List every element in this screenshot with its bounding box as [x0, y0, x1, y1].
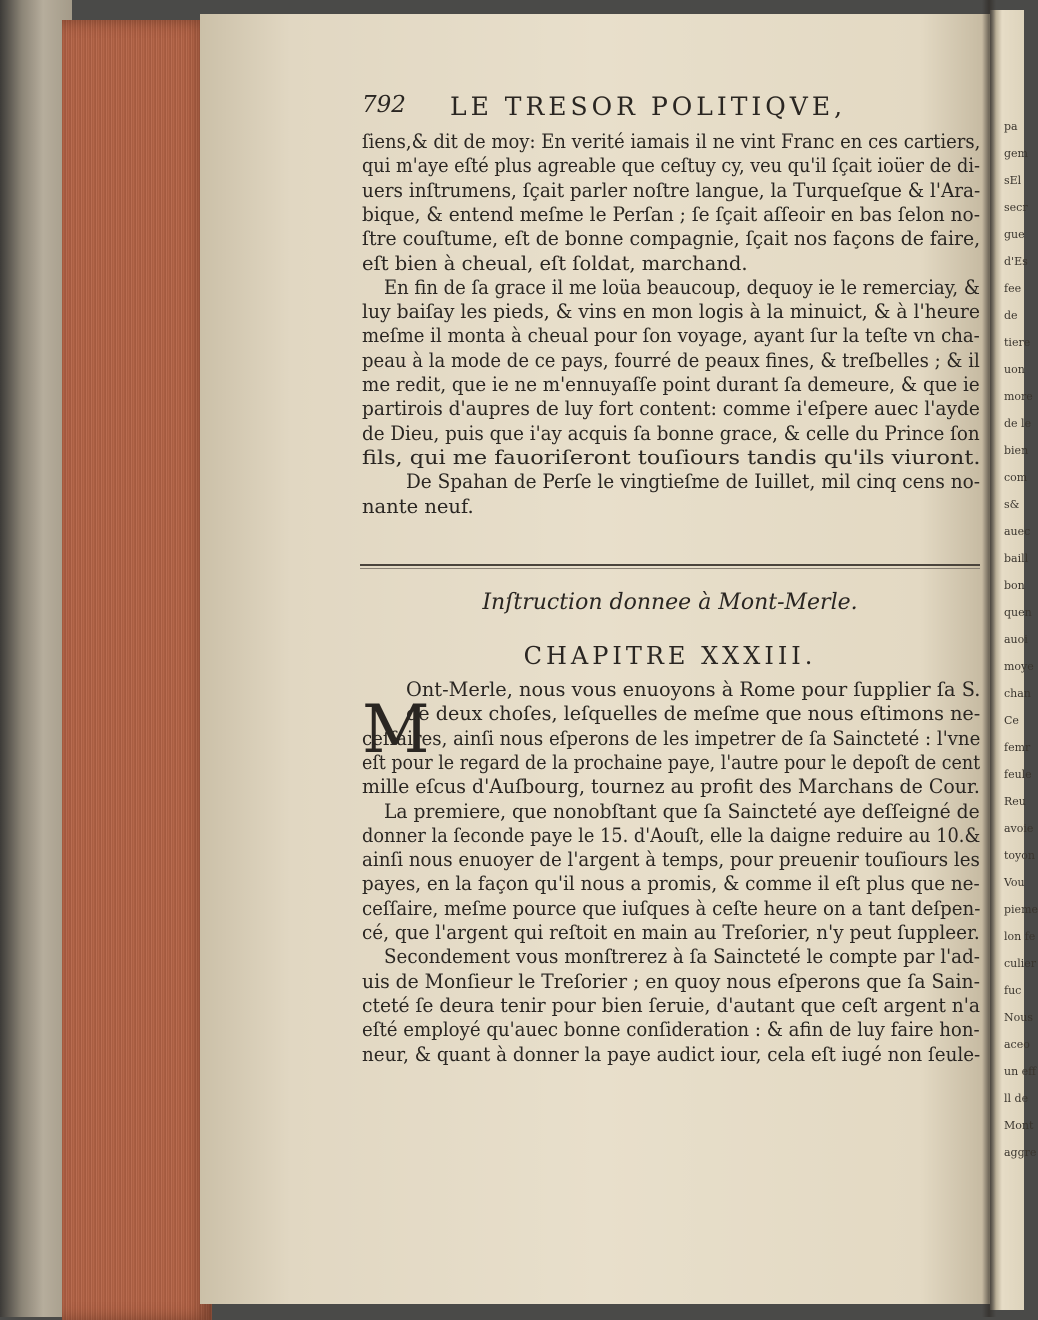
- margin-fragment: de le: [1004, 417, 1032, 430]
- text-line: bique, & entend meſme le Perſan ; ſe ſçait aſſeoir en bas ſelon no-: [362, 202, 980, 226]
- text-line: eſt pour le regard de la prochaine paye, l'autre pour le depoſt de cent: [362, 750, 981, 774]
- text-line: uis de Monſieur le Treſorier ; en quoy nous eſperons que ſa Sain-: [362, 969, 980, 993]
- margin-fragment: bien: [1004, 444, 1029, 457]
- margin-fragment: secr: [1004, 201, 1028, 214]
- margin-fragment: Mont: [1004, 1119, 1034, 1132]
- margin-fragment: pa: [1004, 120, 1018, 133]
- text-line: cteté ſe deura tenir pour bien ſeruie, d'autant que ceſt argent n'a: [362, 993, 981, 1017]
- text-line: ſtre couſtume, eſt de bonne compagnie, ſçait nos façons de faire,: [362, 227, 981, 251]
- text-line: fils, qui me fauoriſeront touſiours tandis qu'ils viuront.: [362, 445, 981, 469]
- margin-fragment: tiere: [1004, 336, 1031, 349]
- margin-fragment: more: [1004, 390, 1033, 403]
- section-rule-thin: [360, 568, 980, 569]
- margin-fragment: pieme: [1004, 903, 1038, 916]
- margin-fragment: un eff: [1004, 1065, 1036, 1078]
- margin-fragment: d'Es: [1004, 255, 1028, 268]
- text-line: qui m'aye eſté plus agreable que ceſtuy cy, veu qu'il ſçait ioüer de di-: [362, 154, 980, 178]
- text-line: eſté employé qu'auec bonne conſideration : & afin de luy faire hon-: [362, 1018, 980, 1042]
- margin-fragment: Reu: [1004, 795, 1026, 808]
- margin-fragment: quen: [1004, 606, 1032, 619]
- margin-fragment: Nous: [1004, 1011, 1033, 1024]
- margin-fragment: aceo: [1004, 1038, 1030, 1051]
- text-line: De Spahan de Perſe le vingtieſme de Iuillet, mil cinq cens no-: [406, 470, 981, 494]
- margin-fragment: moye: [1004, 660, 1034, 673]
- text-line: cé, que l'argent qui reſtoit en main au Treſorier, n'y peut ſuppleer.: [362, 921, 980, 944]
- text-line: luy baiſay les pieds, & vins en mon logis à la minuict, & à l'heure: [362, 300, 980, 324]
- margin-fragment: Ce: [1004, 714, 1019, 727]
- text-line: meſme il monta à cheual pour ſon voyage, ayant ſur la teſte vn cha-: [362, 324, 980, 348]
- margin-fragment: com: [1004, 471, 1028, 484]
- text-line: donner la ſeconde paye le 15. d'Aouſt, elle la daigne reduire au 10.&: [362, 823, 981, 847]
- text-line: uers inſtrumens, ſçait parler noſtre langue, la Turqueſque & l'Ara-: [362, 178, 981, 202]
- margin-fragment: Vou: [1004, 876, 1025, 889]
- text-line: me redit, que ie ne m'ennuyaſſe point durant ſa demeure, & que ie: [362, 373, 980, 396]
- margin-fragment: femr: [1004, 741, 1031, 754]
- margin-fragment: aggre: [1004, 1146, 1037, 1159]
- text-line: mille eſcus d'Auſbourg, tournez au profit des Marchans de Cour.: [362, 775, 980, 799]
- text-line: En fin de ſa grace il me loüa beaucoup, dequoy ie le remerciay, &: [384, 275, 980, 299]
- text-line: nante neuf.: [362, 494, 474, 518]
- margin-fragment: chan: [1004, 687, 1031, 700]
- margin-fragment: avoie: [1004, 822, 1034, 835]
- page-fore-edge: [62, 20, 212, 1320]
- text-line: ſiens,& dit de moy: En verité iamais il ne vint Franc en ces cartiers,: [362, 130, 981, 153]
- text-line: ceſſaire, meſme pource que iuſques à ceſte heure on a tant deſpen-: [362, 896, 981, 920]
- text-line: Ont-Merle, nous vous enuoyons à Rome pour ſupplier ſa S.: [406, 678, 981, 701]
- margin-fragment: gem: [1004, 147, 1028, 160]
- text-line: ceſſaires, ainſi nous eſperons de les impetrer de ſa Saincteté : l'vne: [362, 726, 981, 750]
- margin-fragment: feule: [1004, 768, 1032, 781]
- margin-fragment: uon: [1004, 363, 1025, 376]
- text-line: ainſi nous enuoyer de l'argent à temps, pour preuenir touſiours les: [362, 848, 980, 872]
- margin-fragment: bon: [1004, 579, 1025, 592]
- text-line: Secondement vous monſtrerez à ſa Saincteté le compte par l'ad-: [384, 945, 980, 969]
- section-title: Inſtruction donnee à Mont-Merle.: [482, 590, 858, 615]
- section-rule: [360, 564, 980, 566]
- margin-fragment: auoi: [1004, 633, 1028, 646]
- text-line: partirois d'aupres de luy fort content: comme i'eſpere auec l'ayde: [362, 397, 980, 421]
- margin-fragment: fee: [1004, 282, 1022, 295]
- page-header: [362, 92, 982, 128]
- margin-fragment: gue: [1004, 228, 1025, 241]
- text-line: de Dieu, puis que i'ay acquis ſa bonne grace, & celle du Prince ſon: [362, 421, 980, 445]
- margin-fragment: s&: [1004, 498, 1020, 511]
- running-title: LE TRESOR POLITIQVE,: [450, 92, 847, 121]
- text-line: eſt bien à cheual, eſt ſoldat, marchand.: [362, 251, 748, 275]
- margin-fragment: auec: [1004, 525, 1031, 538]
- text-line: de deux choſes, leſquelles de meſme que nous eſtimons ne-: [406, 702, 981, 726]
- margin-fragment: lon fe: [1004, 930, 1036, 943]
- margin-fragment: baill: [1004, 552, 1029, 565]
- margin-fragment: ll de: [1004, 1092, 1029, 1105]
- margin-fragment: de: [1004, 309, 1018, 322]
- chapter-heading: CHAPITRE XXXIII.: [523, 642, 817, 670]
- text-line: La premiere, que nonobſtant que ſa Saincteté aye deſſeigné de: [384, 799, 980, 823]
- margin-fragment: sEl: [1004, 174, 1022, 187]
- book-gutter: [982, 0, 996, 1317]
- margin-fragment: toyon: [1004, 849, 1035, 862]
- margin-fragment: fuc: [1004, 984, 1022, 997]
- text-line: neur, & quant à donner la paye audict iour, cela eſt iugé non ſeule-: [362, 1042, 981, 1066]
- text-line: peau à la mode de ce pays, fourré de peaux fines, & treſbelles ; & il: [362, 348, 980, 372]
- text-line: payes, en la façon qu'il nous a promis, & comme il eſt plus que ne-: [362, 872, 980, 896]
- folio-number: 792: [362, 92, 406, 118]
- margin-fragment: culier: [1004, 957, 1037, 970]
- drop-capital: M: [362, 691, 430, 768]
